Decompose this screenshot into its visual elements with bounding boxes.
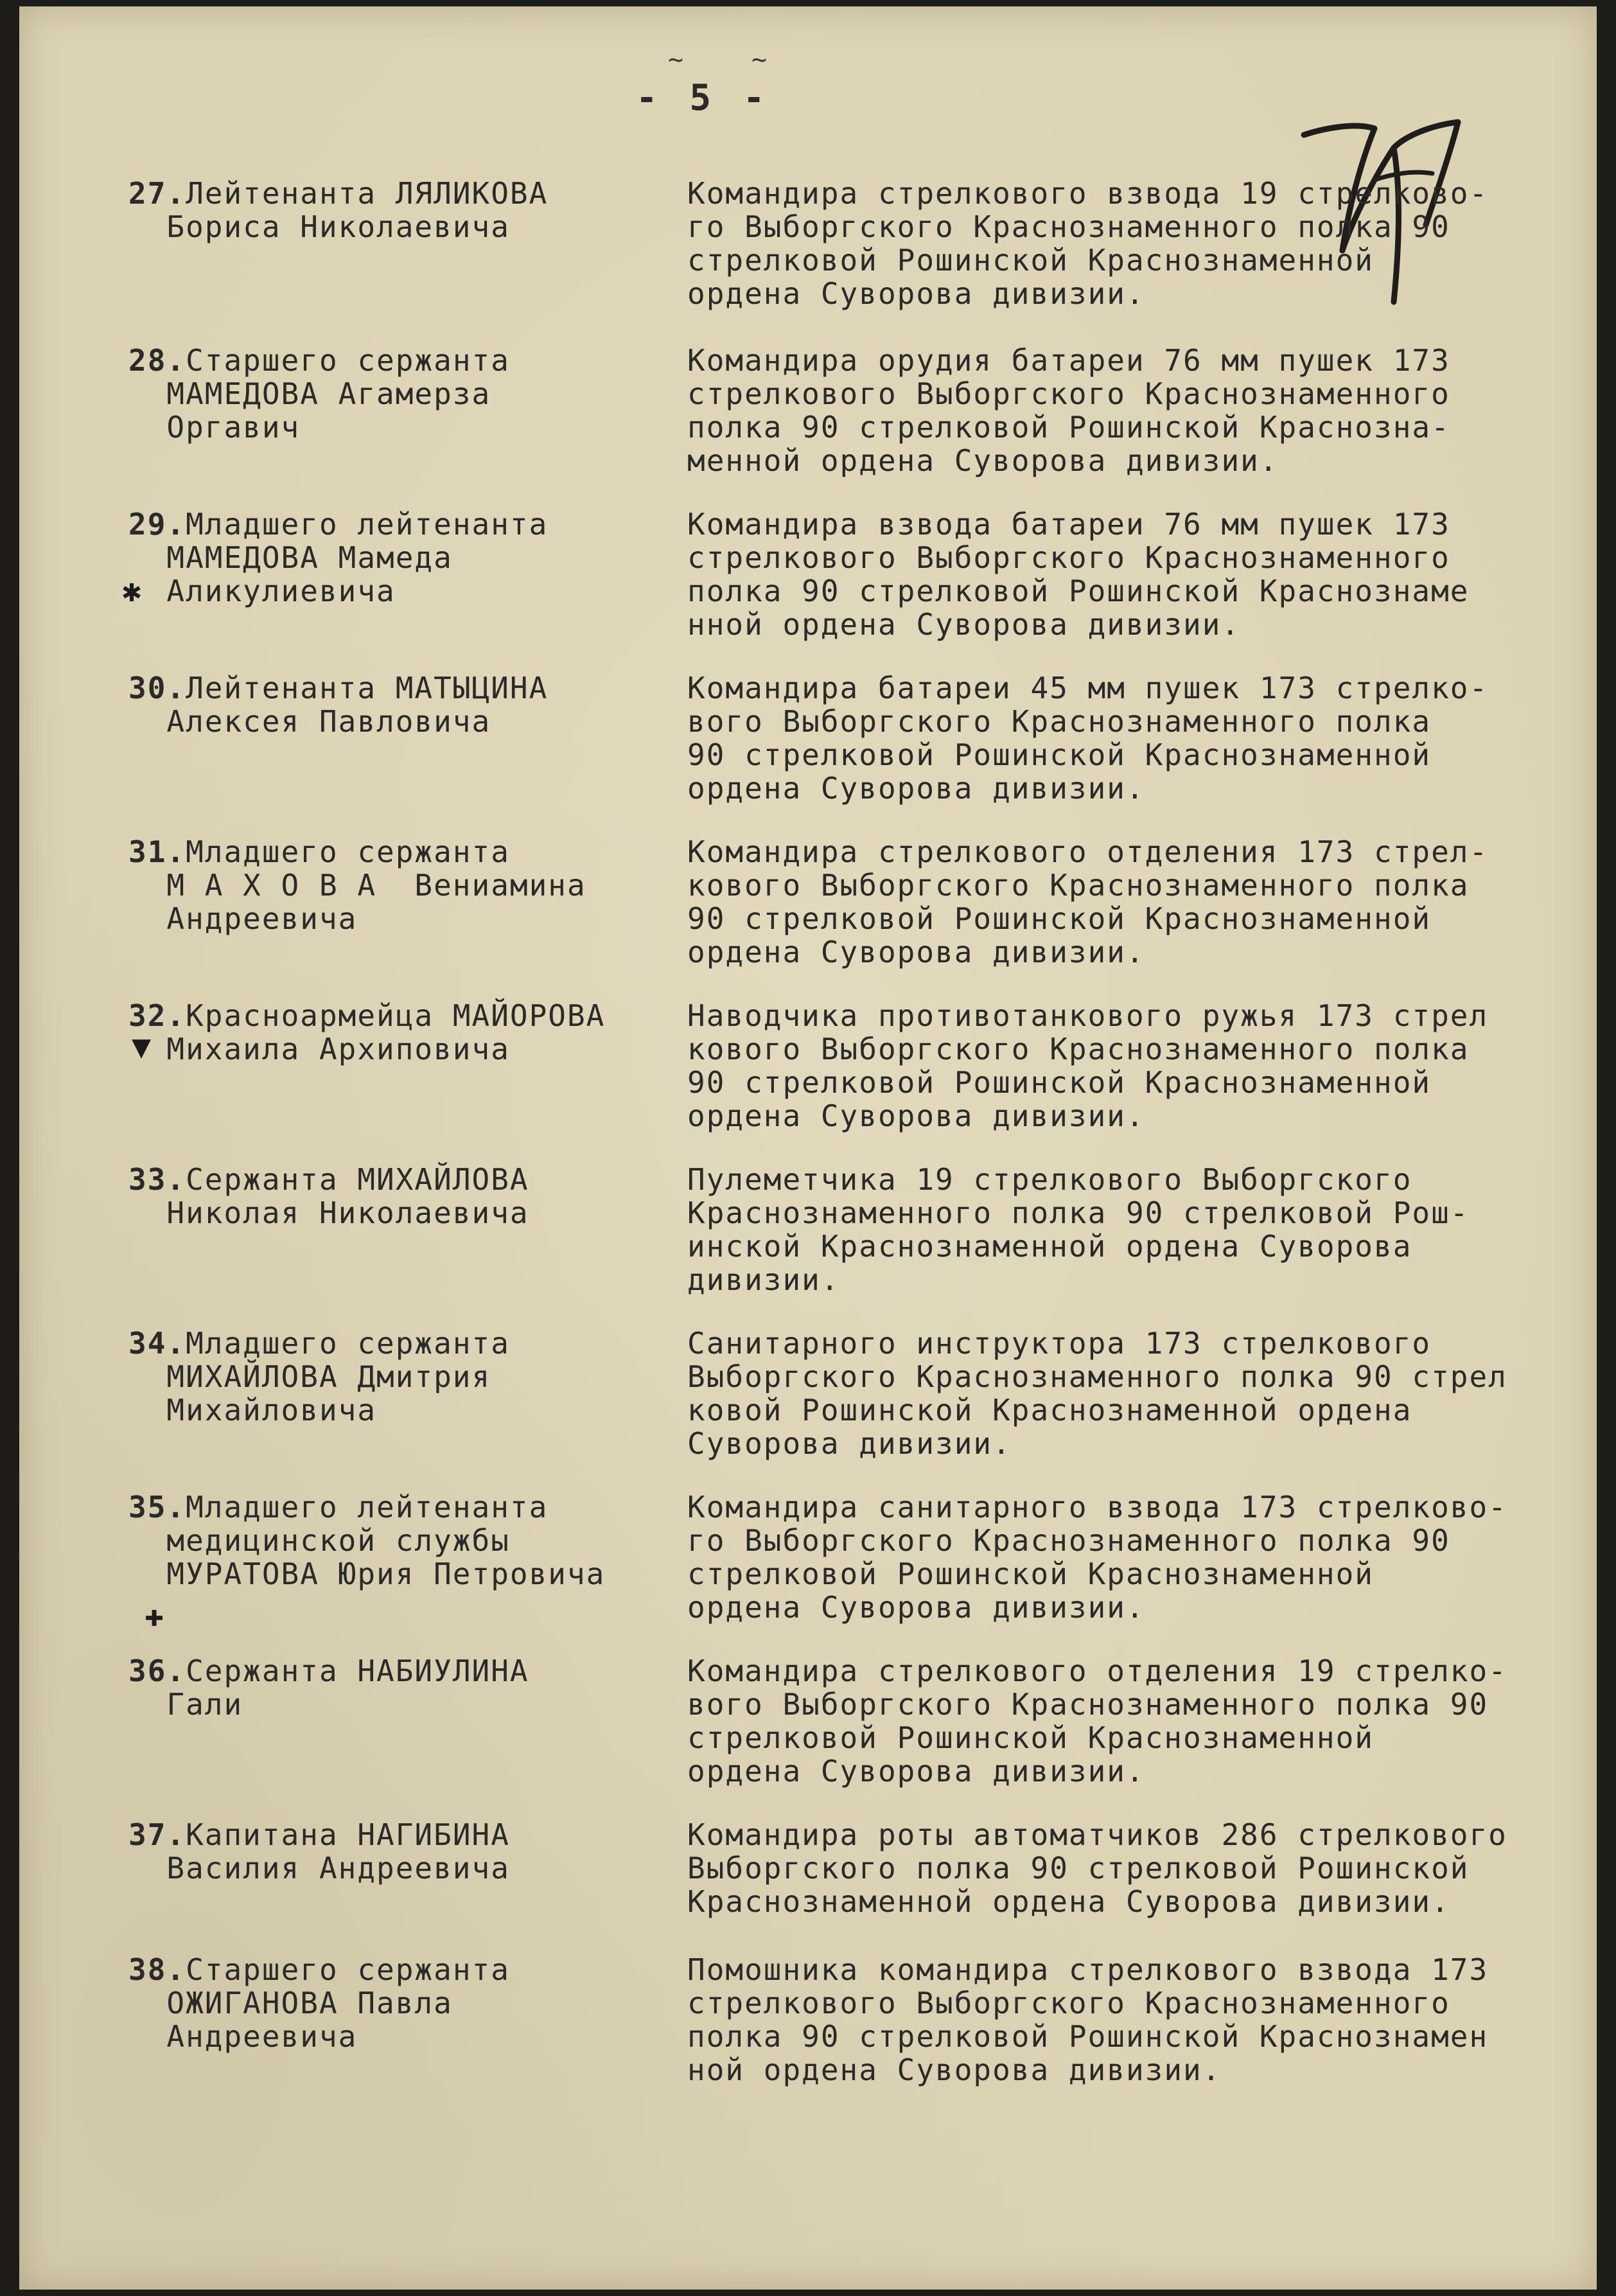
- position-description: Командира батареи 45 мм пушек 173 стрелко- вого Выборгского Краснознаменного полка 90 стрелковой Рошинской Краснознаменной ордена Суворова дивизии.: [687, 671, 1489, 806]
- person-name: 28.Старшего сержанта МАМЕДОВА Агамерза Оргавич: [128, 343, 510, 445]
- triangle-mark-icon: ▼: [132, 1028, 152, 1065]
- position-description: Командира стрелкового отделения 19 стрелко- вого Выборгского Краснознаменного полка 90 стрелковой Рошинской Краснознаменной ордена Суворова дивизии.: [687, 1654, 1507, 1788]
- person-name: 32.Красноармейца МАЙОРОВА Михаила Архиповича: [128, 998, 606, 1066]
- position-description: Командира орудия батареи 76 мм пушек 173 стрелкового Выборгского Краснознаменного полка 90 стрелковой Рошинской Краснозна- менной ордена Суворова дивизии.: [687, 343, 1450, 478]
- person-name: 38.Старшего сержанта ОЖИГАНОВА Павла Андреевича: [128, 1952, 510, 2054]
- position-description: Наводчика противотанкового ружья 173 стрел кового Выборгского Краснознаменного полка 90 стрелковой Рошинской Краснознаменной ордена Суворова дивизии.: [687, 998, 1489, 1133]
- position-description: Командира взвода батареи 76 мм пушек 173 стрелкового Выборгского Краснознаменного полка 90 стрелковой Рошинской Краснознаме нной ордена Суворова дивизии.: [687, 507, 1470, 642]
- position-description: Санитарного инструктора 173 стрелкового Выборгского Краснознаменного полка 90 стрел ковой Рошинской Краснознаменной ордена Суворова дивизии.: [687, 1326, 1507, 1461]
- position-description: Командира роты автоматчиков 286 стрелкового Выборгского полка 90 стрелковой Рошинской Краснознаменной ордена Суворова дивизии.: [687, 1817, 1507, 1919]
- tilde-mark: ~: [668, 45, 684, 75]
- person-name: 35.Младшего лейтенанта медицинской службы МУРАТОВА Юрия Петровича: [128, 1490, 606, 1591]
- cross-mark-icon: ✚: [145, 1596, 164, 1634]
- document-page: [19, 6, 1597, 2290]
- position-description: Пулеметчика 19 стрелкового Выборгского Краснознаменного полка 90 стрелковой Рош- инской Краснознаменной ордена Суворова дивизии.: [687, 1162, 1470, 1297]
- person-name: 29.Младшего лейтенанта МАМЕДОВА Мамеда Аликулиевича: [128, 507, 549, 608]
- star-mark-icon: ✱: [122, 572, 142, 609]
- person-name: 30.Лейтенанта МАТЫЦИНА Алексея Павловича: [128, 671, 549, 739]
- page-number: - 5 -: [636, 77, 770, 119]
- person-name: 33.Сержанта МИХАЙЛОВА Николая Николаевича: [128, 1162, 529, 1230]
- person-name: 36.Сержанта НАБИУЛИНА Гали: [128, 1654, 529, 1722]
- person-name: 34.Младшего сержанта МИХАЙЛОВА Дмитрия Михайловича: [128, 1326, 510, 1427]
- person-name: 31.Младшего сержанта М А Х О В А Вениамина Андреевича: [128, 835, 586, 936]
- position-description: Помошника командира стрелкового взвода 173 стрелкового Выборгского Краснознаменного полка 90 стрелковой Рошинской Краснознамен ной ордена Суворова дивизии.: [687, 1952, 1489, 2087]
- position-description: Командира санитарного взвода 173 стрелково- го Выборгского Краснознаменного полка 90 стрелковой Рошинской Краснознаменной ордена Суворова дивизии.: [687, 1490, 1507, 1625]
- person-name: 37.Капитана НАГИБИНА Василия Андреевича: [128, 1817, 510, 1885]
- position-description: Командира стрелкового отделения 173 стрел- кового Выборгского Краснознаменного полка 90 стрелковой Рошинской Краснознаменной ордена Суворова дивизии.: [687, 835, 1489, 969]
- tilde-mark: ~: [751, 45, 768, 75]
- position-description: Командира стрелкового взвода 19 стрелково- го Выборгского Краснознаменного полка 90 стрелковой Рошинской Краснознаменной ордена Суворова дивизии.: [687, 176, 1489, 311]
- person-name: 27.Лейтенанта ЛЯЛИКОВА Бориса Николаевича: [128, 176, 549, 244]
